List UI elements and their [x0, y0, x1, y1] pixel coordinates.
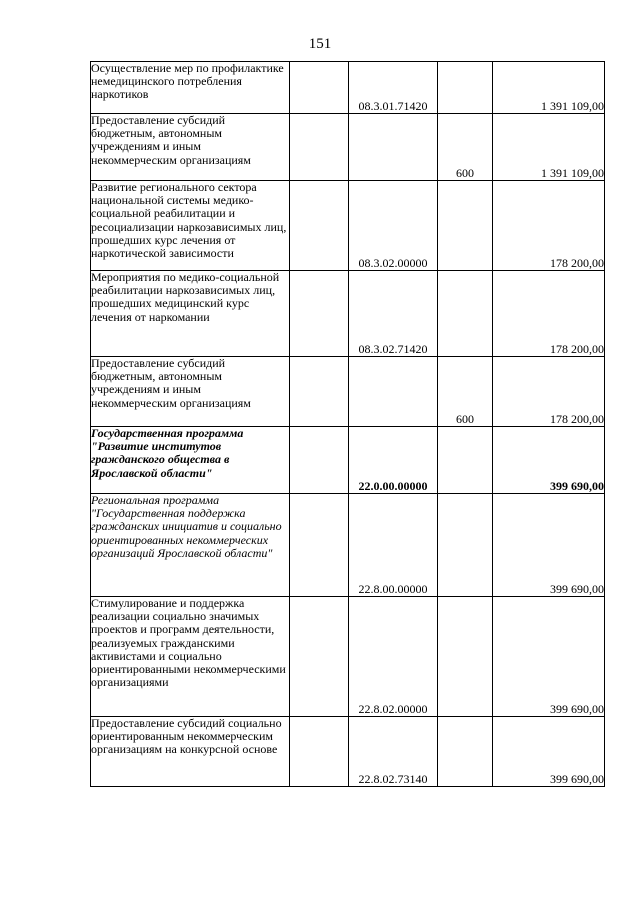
page-number: 151 [308, 36, 332, 52]
row-code [349, 114, 438, 181]
row-code: 08.3.01.71420 [349, 62, 438, 114]
row-name: Осуществление мер по профилактике немедицинского потребления наркотиков [91, 62, 290, 114]
row-code: 22.0.00.00000 [349, 427, 438, 494]
row-type [438, 717, 493, 787]
row-amount: 399 690,00 [493, 717, 605, 787]
row-type: 600 [438, 357, 493, 427]
table-row [91, 427, 605, 494]
budget-table [90, 61, 605, 787]
row-type [438, 597, 493, 717]
row-code: 22.8.02.73140 [349, 717, 438, 787]
row-code: 22.8.00.00000 [349, 494, 438, 597]
row-code: 08.3.02.00000 [349, 181, 438, 271]
row-type [438, 427, 493, 494]
row-amount: 399 690,00 [493, 597, 605, 717]
row-code: 22.8.02.00000 [349, 597, 438, 717]
table-row [91, 271, 605, 357]
empty-cell [290, 181, 349, 271]
empty-cell [290, 717, 349, 787]
row-amount: 1 391 109,00 [493, 114, 605, 181]
empty-cell [290, 597, 349, 717]
row-name: Предоставление субсидий бюджетным, автономным учреждениям и иным некоммерческим организациям [91, 114, 290, 181]
row-name: Стимулирование и поддержка реализации социально значимых проектов и программ деятельности, реализуемых гражданскими активистами и социально ориентированными некоммерческими организациями [91, 597, 290, 717]
row-code [349, 357, 438, 427]
row-amount: 178 200,00 [493, 357, 605, 427]
table-row [91, 62, 605, 114]
row-type [438, 62, 493, 114]
row-amount: 1 391 109,00 [493, 62, 605, 114]
empty-cell [290, 114, 349, 181]
table-row [91, 357, 605, 427]
row-amount: 178 200,00 [493, 181, 605, 271]
row-name: Государственная программа "Развитие институтов гражданского общества в Ярославской области" [91, 427, 290, 494]
row-code: 08.3.02.71420 [349, 271, 438, 357]
table-row [91, 114, 605, 181]
empty-cell [290, 427, 349, 494]
row-amount: 399 690,00 [493, 494, 605, 597]
row-type [438, 271, 493, 357]
row-name: Развитие регионального сектора национальной системы медико-социальной реабилитации и ресоциализации наркозависимых лиц, прошедших курс лечения от наркотической зависимости [91, 181, 290, 271]
table-row [91, 717, 605, 787]
table-row [91, 597, 605, 717]
empty-cell [290, 62, 349, 114]
row-name: Предоставление субсидий социально ориентированным некоммерческим организациям на конкурсной основе [91, 717, 290, 787]
row-type: 600 [438, 114, 493, 181]
empty-cell [290, 357, 349, 427]
row-amount: 399 690,00 [493, 427, 605, 494]
row-amount: 178 200,00 [493, 271, 605, 357]
row-type [438, 181, 493, 271]
table-row [91, 494, 605, 597]
table-row [91, 181, 605, 271]
empty-cell [290, 271, 349, 357]
row-type [438, 494, 493, 597]
row-name: Региональная программа "Государственная поддержка гражданских инициатив и социально ориентированных некоммерческих организаций Ярославской области" [91, 494, 290, 597]
row-name: Мероприятия по медико-социальной реабилитации наркозависимых лиц, прошедших медицинский курс лечения от наркомании [91, 271, 290, 357]
row-name: Предоставление субсидий бюджетным, автономным учреждениям и иным некоммерческим организациям [91, 357, 290, 427]
empty-cell [290, 494, 349, 597]
